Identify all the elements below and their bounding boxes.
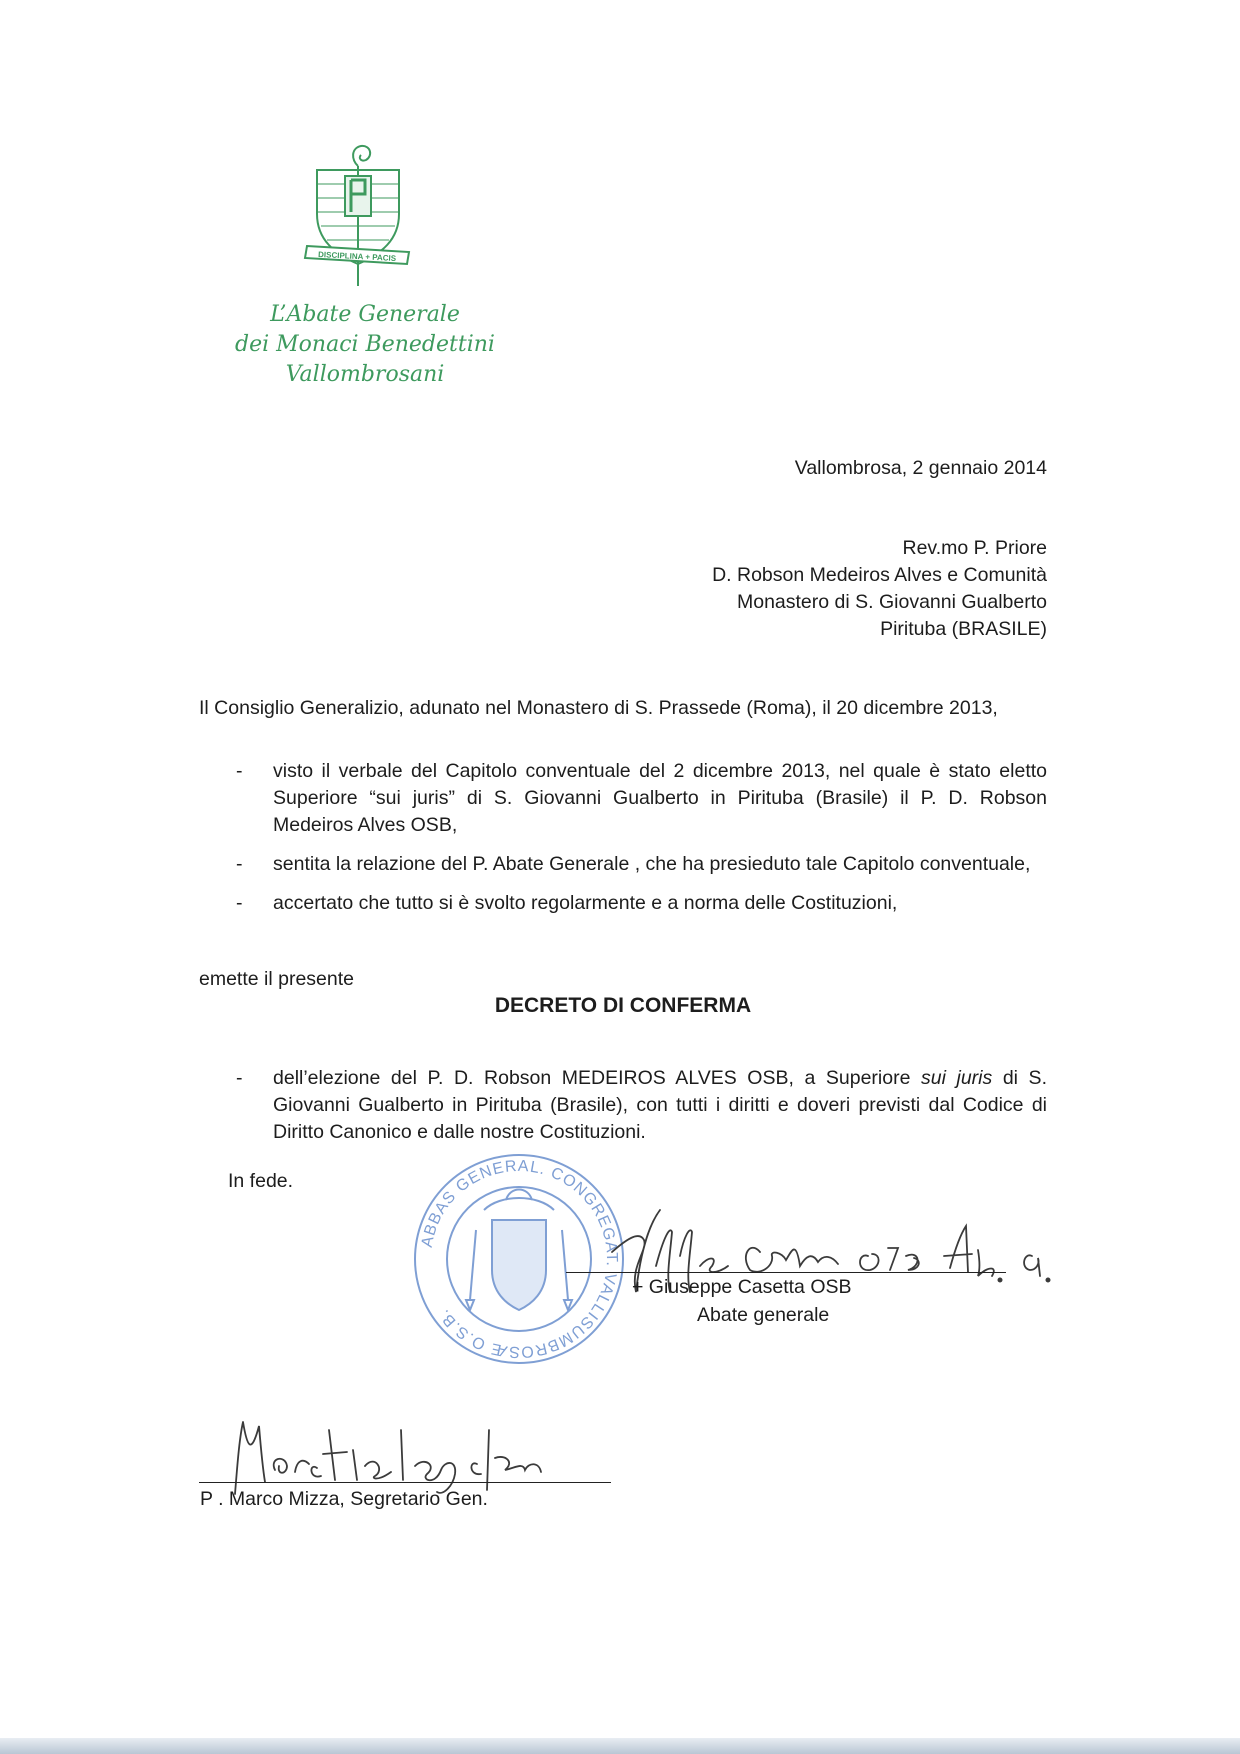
- signatory-role: Abate generale: [697, 1304, 830, 1326]
- considerations-list: [199, 758, 1047, 929]
- recipient-line-2: D. Robson Medeiros Alves e Comunità: [712, 564, 1047, 586]
- recipient-line-4: Pirituba (BRASILE): [880, 618, 1047, 640]
- letter-date: Vallombrosa, 2 gennaio 2014: [794, 457, 1047, 479]
- signature-line: [566, 1272, 1006, 1273]
- recipient-address: [527, 535, 1047, 643]
- list-item-text: accertato che tutto si è svolto regolarmente e a norma delle Costituzioni,: [273, 892, 898, 914]
- closing-formula: In fede.: [228, 1170, 294, 1192]
- letterhead-line-2: dei Monaci Benedettini: [235, 332, 495, 357]
- list-item: [199, 758, 1047, 839]
- signatory-name: + Giuseppe Casetta OSB: [632, 1276, 852, 1298]
- emette-line: emette il presente: [199, 968, 355, 990]
- list-item: [199, 1065, 1047, 1146]
- recipient-line-3: Monastero di S. Giovanni Gualberto: [736, 591, 1047, 613]
- letterhead: [170, 300, 560, 390]
- list-item-text: sentita la relazione del P. Abate Generale , che ha presieduto tale Capitolo conventuale,: [273, 853, 1031, 875]
- list-item: [199, 851, 1047, 878]
- letterhead-line-1: L’Abate Generale: [270, 302, 460, 327]
- list-item: [199, 890, 1047, 917]
- seal-text: ABBAS GENERAL. CONGREGAT. VALLISUMBROSÆ O.S.B.: [418, 1157, 621, 1361]
- secretary-name: P . Marco Mizza, Segretario Gen.: [200, 1488, 488, 1510]
- secretary-signature-line: [199, 1482, 611, 1483]
- secretary-signature: [225, 1410, 605, 1496]
- crest-motto: DISCIPLINA + PACIS: [317, 249, 397, 264]
- list-item-text: visto il verbale del Capitolo conventuale del 2 dicembre 2013, nel quale è stato eletto Superiore “sui juris” di S. Giovanni Gualberto in Pirituba (Brasile) il P. D. Robson Medeiros Alves OSB,: [273, 760, 1047, 836]
- letterhead-line-3: Vallombrosani: [285, 362, 445, 387]
- crest-logo: [303, 136, 413, 296]
- list-dash: -: [236, 853, 243, 875]
- decree-text-b: di S. Giovanni Gualberto in Pirituba (Brasile), con tutti i diritti e doveri previsti dal Codice di Diritto Canonico e dalle nostre Costituzioni.: [273, 1067, 1047, 1143]
- intro-paragraph: Il Consiglio Generalizio, adunato nel Monastero di S. Prassede (Roma), il 20 dicembre 2013,: [199, 697, 998, 719]
- list-dash: -: [236, 892, 243, 914]
- scan-edge: [0, 1738, 1240, 1754]
- recipient-line-1: Rev.mo P. Priore: [902, 537, 1047, 559]
- list-dash: -: [236, 1067, 243, 1089]
- decree-text-italic: sui juris: [921, 1067, 993, 1089]
- official-seal: [410, 1150, 628, 1368]
- decree-list: [199, 1065, 1047, 1158]
- decree-text-a: dell’elezione del P. D. Robson MEDEIROS ALVES OSB, a Superiore: [273, 1067, 921, 1089]
- decree-title: DECRETO DI CONFERMA: [494, 994, 752, 1017]
- list-dash: -: [236, 760, 243, 782]
